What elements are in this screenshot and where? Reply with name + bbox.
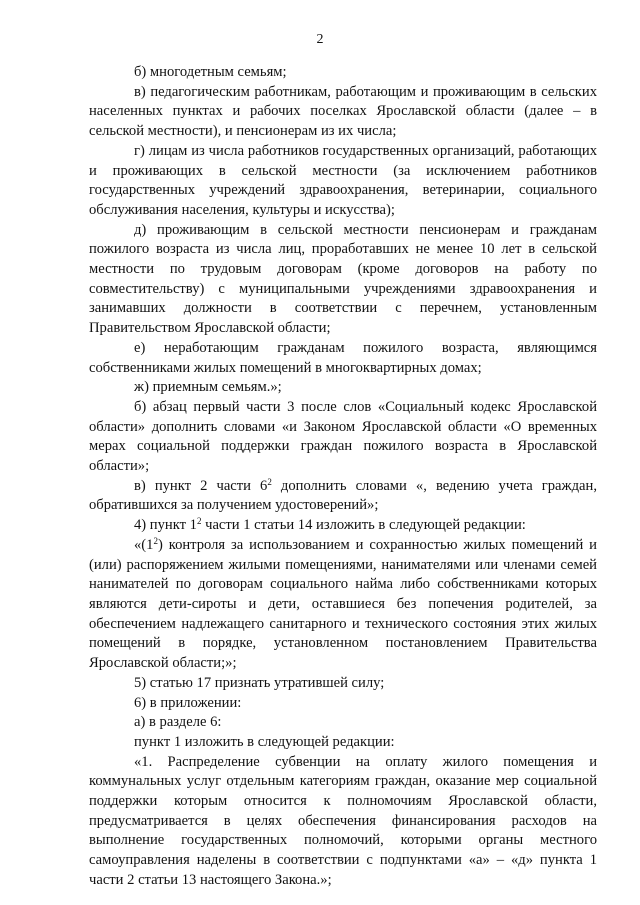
text-segment: дополнить словами «, ведению учета граждан, обратившихся за получением удостоверений»;: [89, 477, 597, 514]
paragraph-item-1-intro: пункт 1 изложить в следующей редакции:: [134, 733, 395, 750]
paragraph-e-unemployed-elderly: е) неработающим гражданам пожилого возраста, являющимся собственниками жилых помещений в многоквартирных домах;: [89, 339, 597, 376]
page-number: 2: [316, 32, 324, 47]
text-segment: 4) пункт 1: [134, 517, 197, 534]
paragraph-quoted-item-1-2: [89, 536, 597, 674]
paragraph-d-rural-pensioners: д) проживающим в сельской местности пенсионерам и гражданам пожилого возраста из числа лиц, проработавших не менее 10 лет в сельской местности по трудовым договорам (кроме договоров на работу по совместительству) с муниципальными учреждениями здравоохранения и занимавших должности в соответствии с перечнем, установленным Правительством Ярославской области;: [89, 221, 597, 337]
text-segment: части 1 статьи 14 изложить в следующей редакции:: [201, 517, 526, 534]
text-segment: в) пункт 2 части 6: [134, 477, 268, 494]
paragraph-v-teachers: в) педагогическим работникам, работающим и проживающим в сельских населенных пунктах и рабочих поселках Ярославской области (далее – в сельской местности), и пенсионерам из их числа;: [89, 83, 597, 140]
paragraph-5-article-17: 5) статью 17 признать утратившей силу;: [134, 674, 385, 691]
paragraph-a-section-6: а) в разделе 6:: [134, 714, 222, 731]
paragraph-6-appendix: 6) в приложении:: [134, 694, 242, 711]
paragraph-b-part-3-amendment: б) абзац первый части 3 после слов «Социальный кодекс Ярославской области» дополнить словами «и Законом Ярославской области «О временных мерах социальной поддержки граждан пожилого возраста в Ярославской области»;: [89, 398, 597, 475]
superscript: 2: [153, 535, 158, 546]
superscript: 2: [196, 516, 202, 527]
paragraph-v-item-2-part-6: [89, 477, 597, 516]
paragraph-g-state-workers: г) лицам из числа работников государственных организаций, работающих и проживающих в сельской местности (за исключением работников государственных учреждений здравоохранения, ветеринарии, социального обслуживания населения, культуры и искусства);: [89, 142, 597, 218]
text-segment: ) контроля за использованием и сохранностью жилых помещений и (или) распоряжением жилыми помещениями, нанимателями или членами семей нанимателей по договорам социального найма либо собственниками которых являются дети-сироты и дети, оставшиеся без попечения родителей, за обеспечением надлежащего санитарного и технического состояния этих жилых помещений в порядке, установленном постановлением Правительства Ярославской области;»;: [89, 536, 597, 672]
text-segment: «(1: [134, 536, 154, 553]
paragraph-b-large-families: б) многодетным семьям;: [134, 64, 287, 80]
paragraph-4-article-14: [89, 516, 597, 536]
paragraph-quoted-item-1: «1. Распределение субвенции на оплату жилого помещения и коммунальных услуг отдельным категориям граждан, оказание мер социальной поддержки которым относится к полномочиям Ярославской области, предусматривается в целях обеспечения финансирования расходов на выполнение государственных полномочий, которыми органы местного самоуправления наделены в соответствии с подпунктами «а» – «д» пункта 1 части 2 статьи 13 настоящего Закона.»;: [89, 753, 597, 888]
superscript: 2: [267, 476, 272, 487]
paragraph-zh-foster-families: ж) приемным семьям.»;: [134, 379, 282, 396]
document-body: [89, 63, 597, 891]
